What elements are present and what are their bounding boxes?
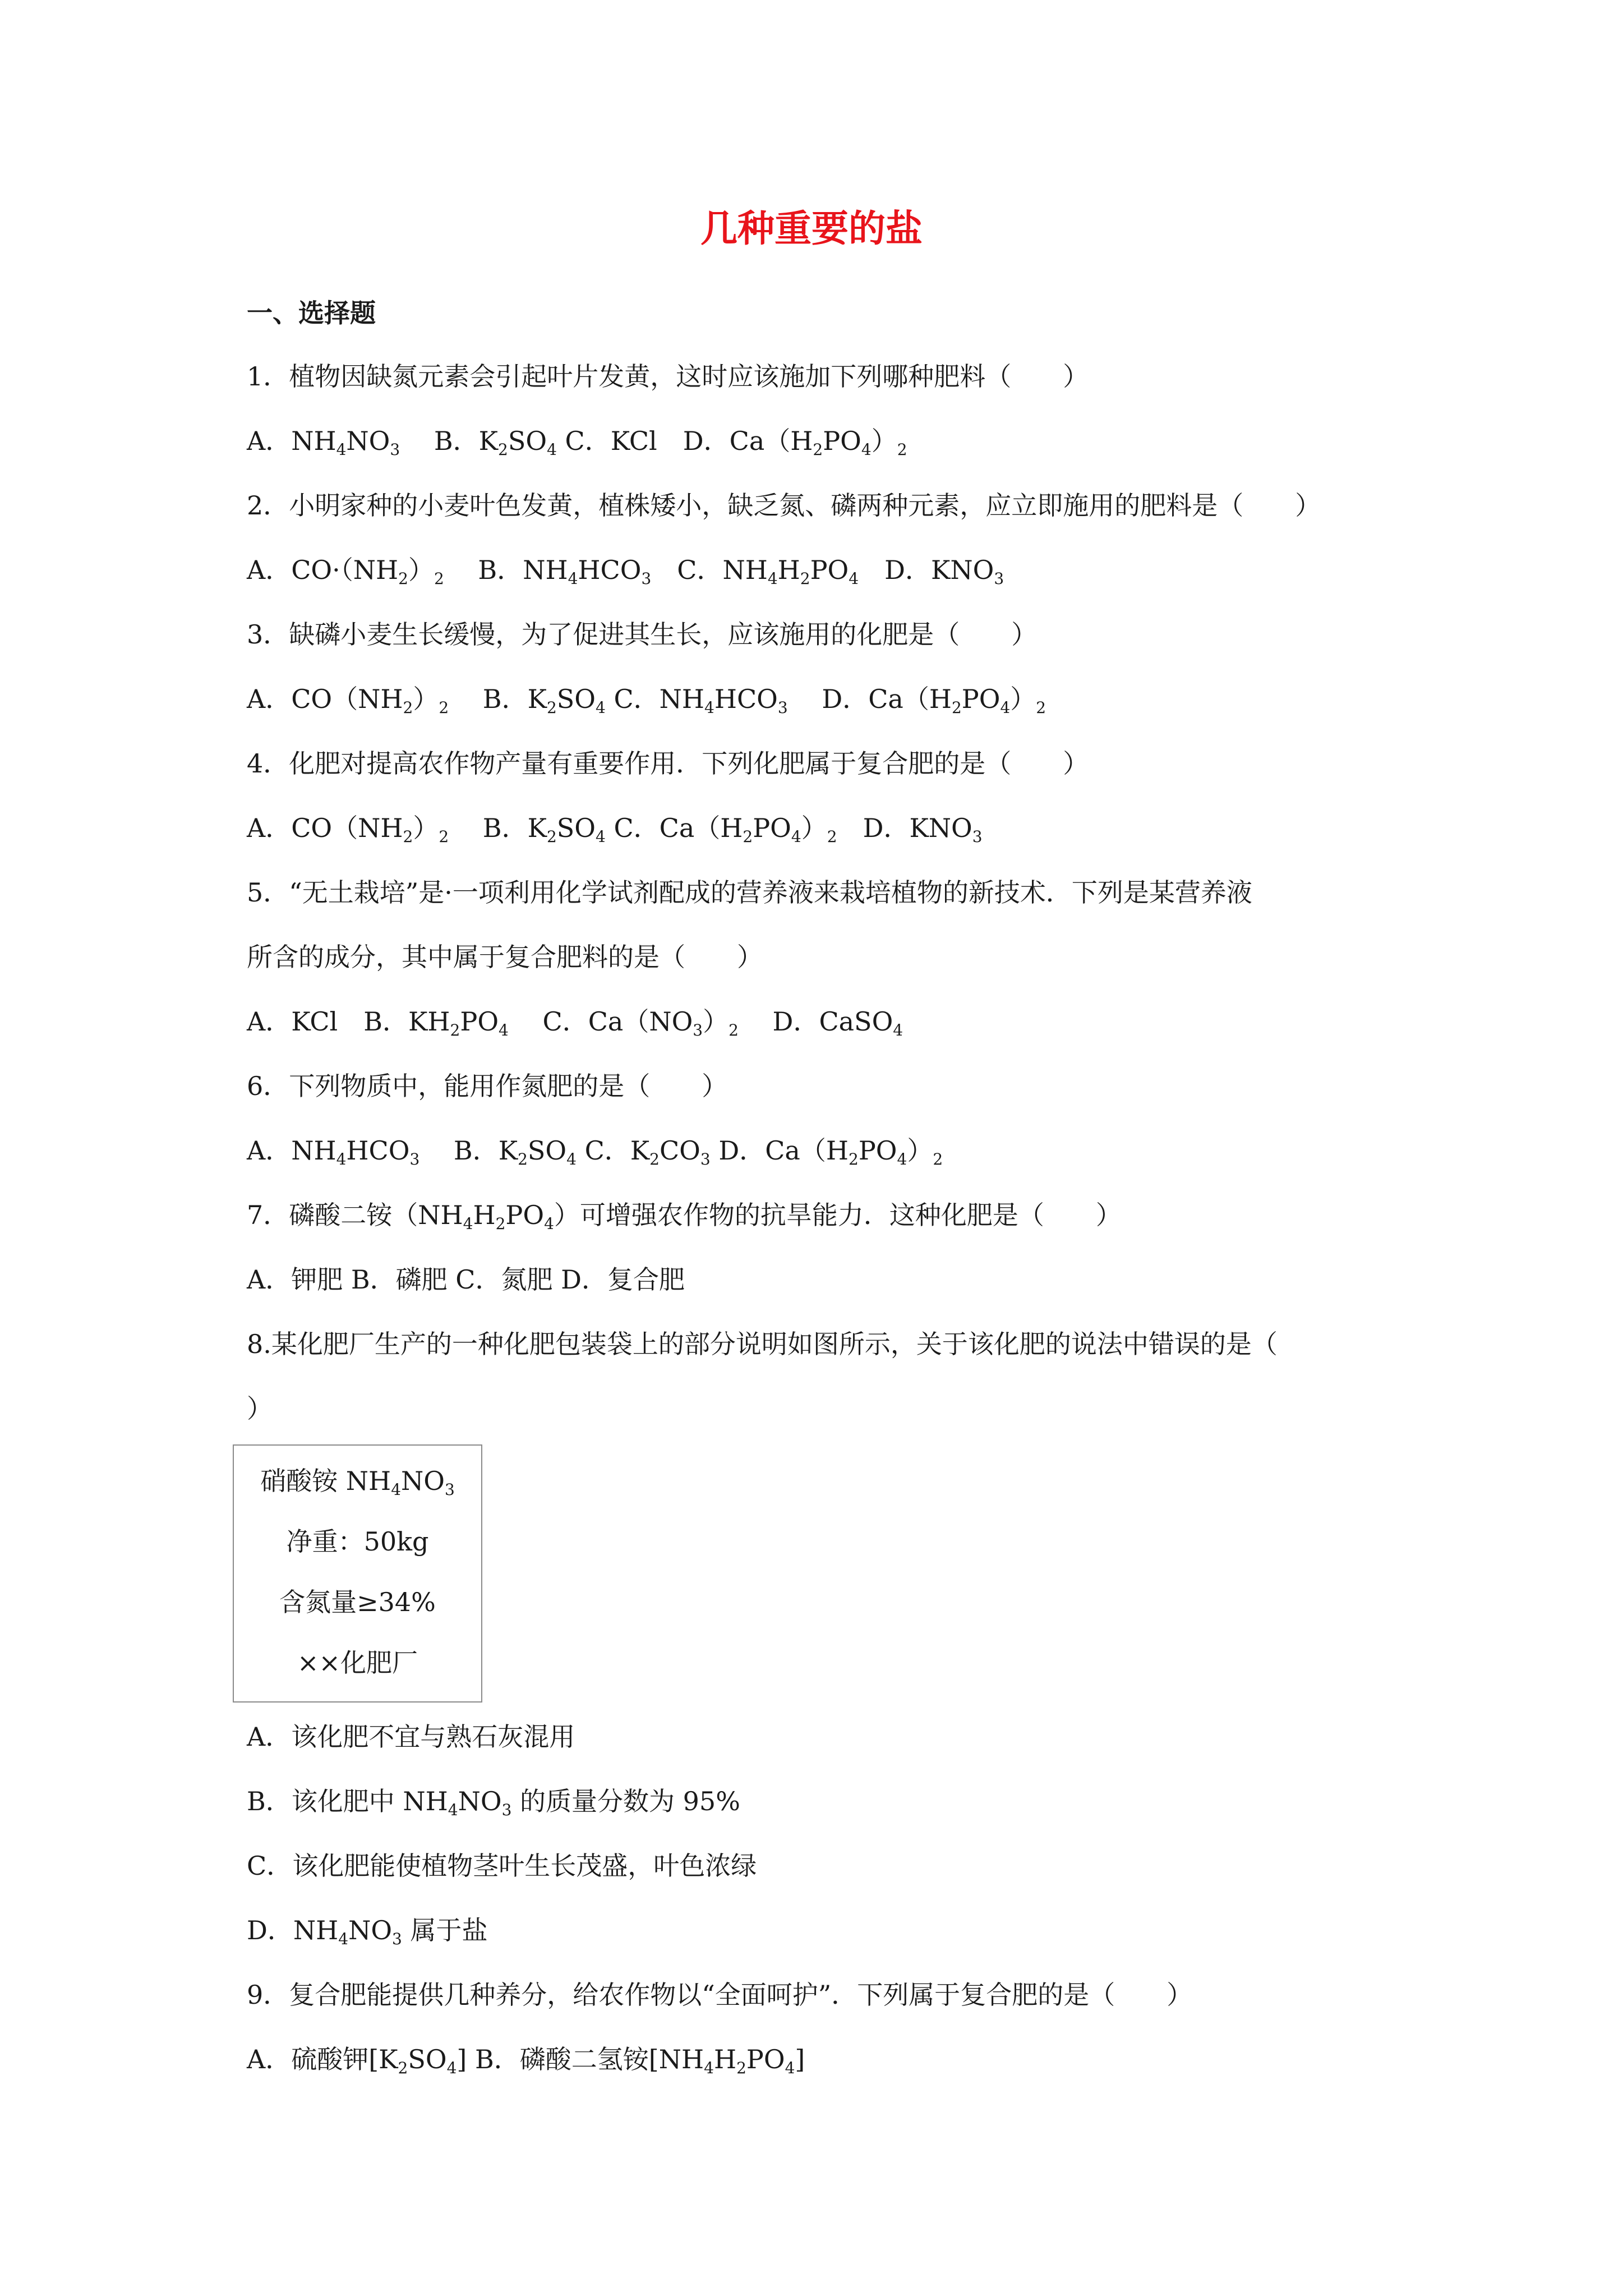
question-3-stem: 3．缺磷小麦生长缓慢，为了促进其生长，应该施用的化肥是（ ）	[247, 619, 1038, 650]
question-6-options: A．$NH_4HCO_3$ B．$K_2SO_4$ C．$K_2CO_3$ D．$Ca(H_2PO_4)_2$	[247, 1135, 943, 1168]
question-8-stem-line2: ）	[247, 1393, 273, 1424]
section-heading: 一、选择题	[247, 298, 376, 328]
question-4-stem: 4．化肥对提高农作物产量有重要作用．下列化肥属于复合肥的是（ ）	[247, 748, 1089, 779]
question-4-options: A．$CO(NH_2)_2$ B．$K_2SO_4$ C．$Ca(H_2PO_4)_2$ D．$KNO_3$	[247, 813, 983, 846]
question-2-stem: 2．小明家种的小麦叶色发黄，植株矮小，缺乏氮、磷两种元素，应立即施用的肥料是（ ）	[247, 490, 1321, 521]
fertilizer-label-box	[233, 1444, 482, 1703]
page-title: 几种重要的盐	[700, 207, 923, 250]
question-5-options: A．KCl B．$KH_2PO_4$ C．$Ca(NO_3)_2$ D．CaSO$_4$	[247, 1006, 903, 1039]
question-7-stem: 7．磷酸二铵$(NH_4H_2PO_4)$可增强农作物的抗旱能力．这种化肥是（ ）	[247, 1200, 1122, 1233]
label-nitrogen-content: 含氮量≥34%	[279, 1587, 436, 1617]
question-8-option-c: C．该化肥能使植物茎叶生长茂盛，叶色浓绿	[247, 1851, 757, 1881]
label-product-name: 硝酸铵 $NH_4NO_3$	[260, 1466, 455, 1499]
question-1-stem: 1．植物因缺氮元素会引起叶片发黄，这时应该施加下列哪种肥料（ ）	[247, 361, 1089, 392]
question-2-options: A．$CO\cdot(NH_2)_2$ B．$NH_4HCO_3$ C．$NH_4H_2PO_4$ D．$KNO_3$	[247, 555, 1004, 588]
label-factory: ××化肥厂	[297, 1648, 418, 1678]
question-9-stem: 9．复合肥能提供几种养分，给农作物以“全面呵护”．下列属于复合肥的是（ ）	[247, 1980, 1193, 2010]
question-9-options: A．硫酸钾$[K_2SO_4]$ B．磷酸二氢铵$[NH_4H_2PO_4]$	[247, 2044, 805, 2077]
question-5-stem-line2: 所含的成分，其中属于复合肥料的是（ ）	[247, 942, 763, 972]
question-8-stem-line1: 8.某化肥厂生产的一种化肥包装袋上的部分说明如图所示，关于该化肥的说法中错误的是（	[247, 1329, 1278, 1359]
label-net-weight: 净重：50kg	[286, 1526, 429, 1557]
question-6-stem: 6．下列物质中，能用作氮肥的是（ ）	[247, 1071, 728, 1101]
question-7-options: A．钾肥 B．磷肥 C．氮肥 D．复合肥	[247, 1264, 685, 1295]
question-5-stem-line1: 5．“无土栽培”是·一项利用化学试剂配成的营养液来栽培植物的新技术．下列是某营养液	[247, 877, 1252, 908]
question-8-option-b: B．该化肥中 $NH_4NO_3$ 的质量分数为 95%	[247, 1786, 740, 1819]
question-8-option-d: D．$NH_4NO_3$ 属于盐	[247, 1915, 488, 1948]
question-3-options: A．$CO(NH_2)_2$ B．$K_2SO_4$ C．$NH_4HCO_3$ D．$Ca(H_2PO_4)_2$	[247, 684, 1046, 717]
question-1-options: A．$NH_4NO_3$ B．$K_2SO_4$ C．KCl D．$Ca(H_2PO_4)_2$	[247, 426, 907, 459]
question-8-option-a: A．该化肥不宜与熟石灰混用	[247, 1722, 575, 1752]
